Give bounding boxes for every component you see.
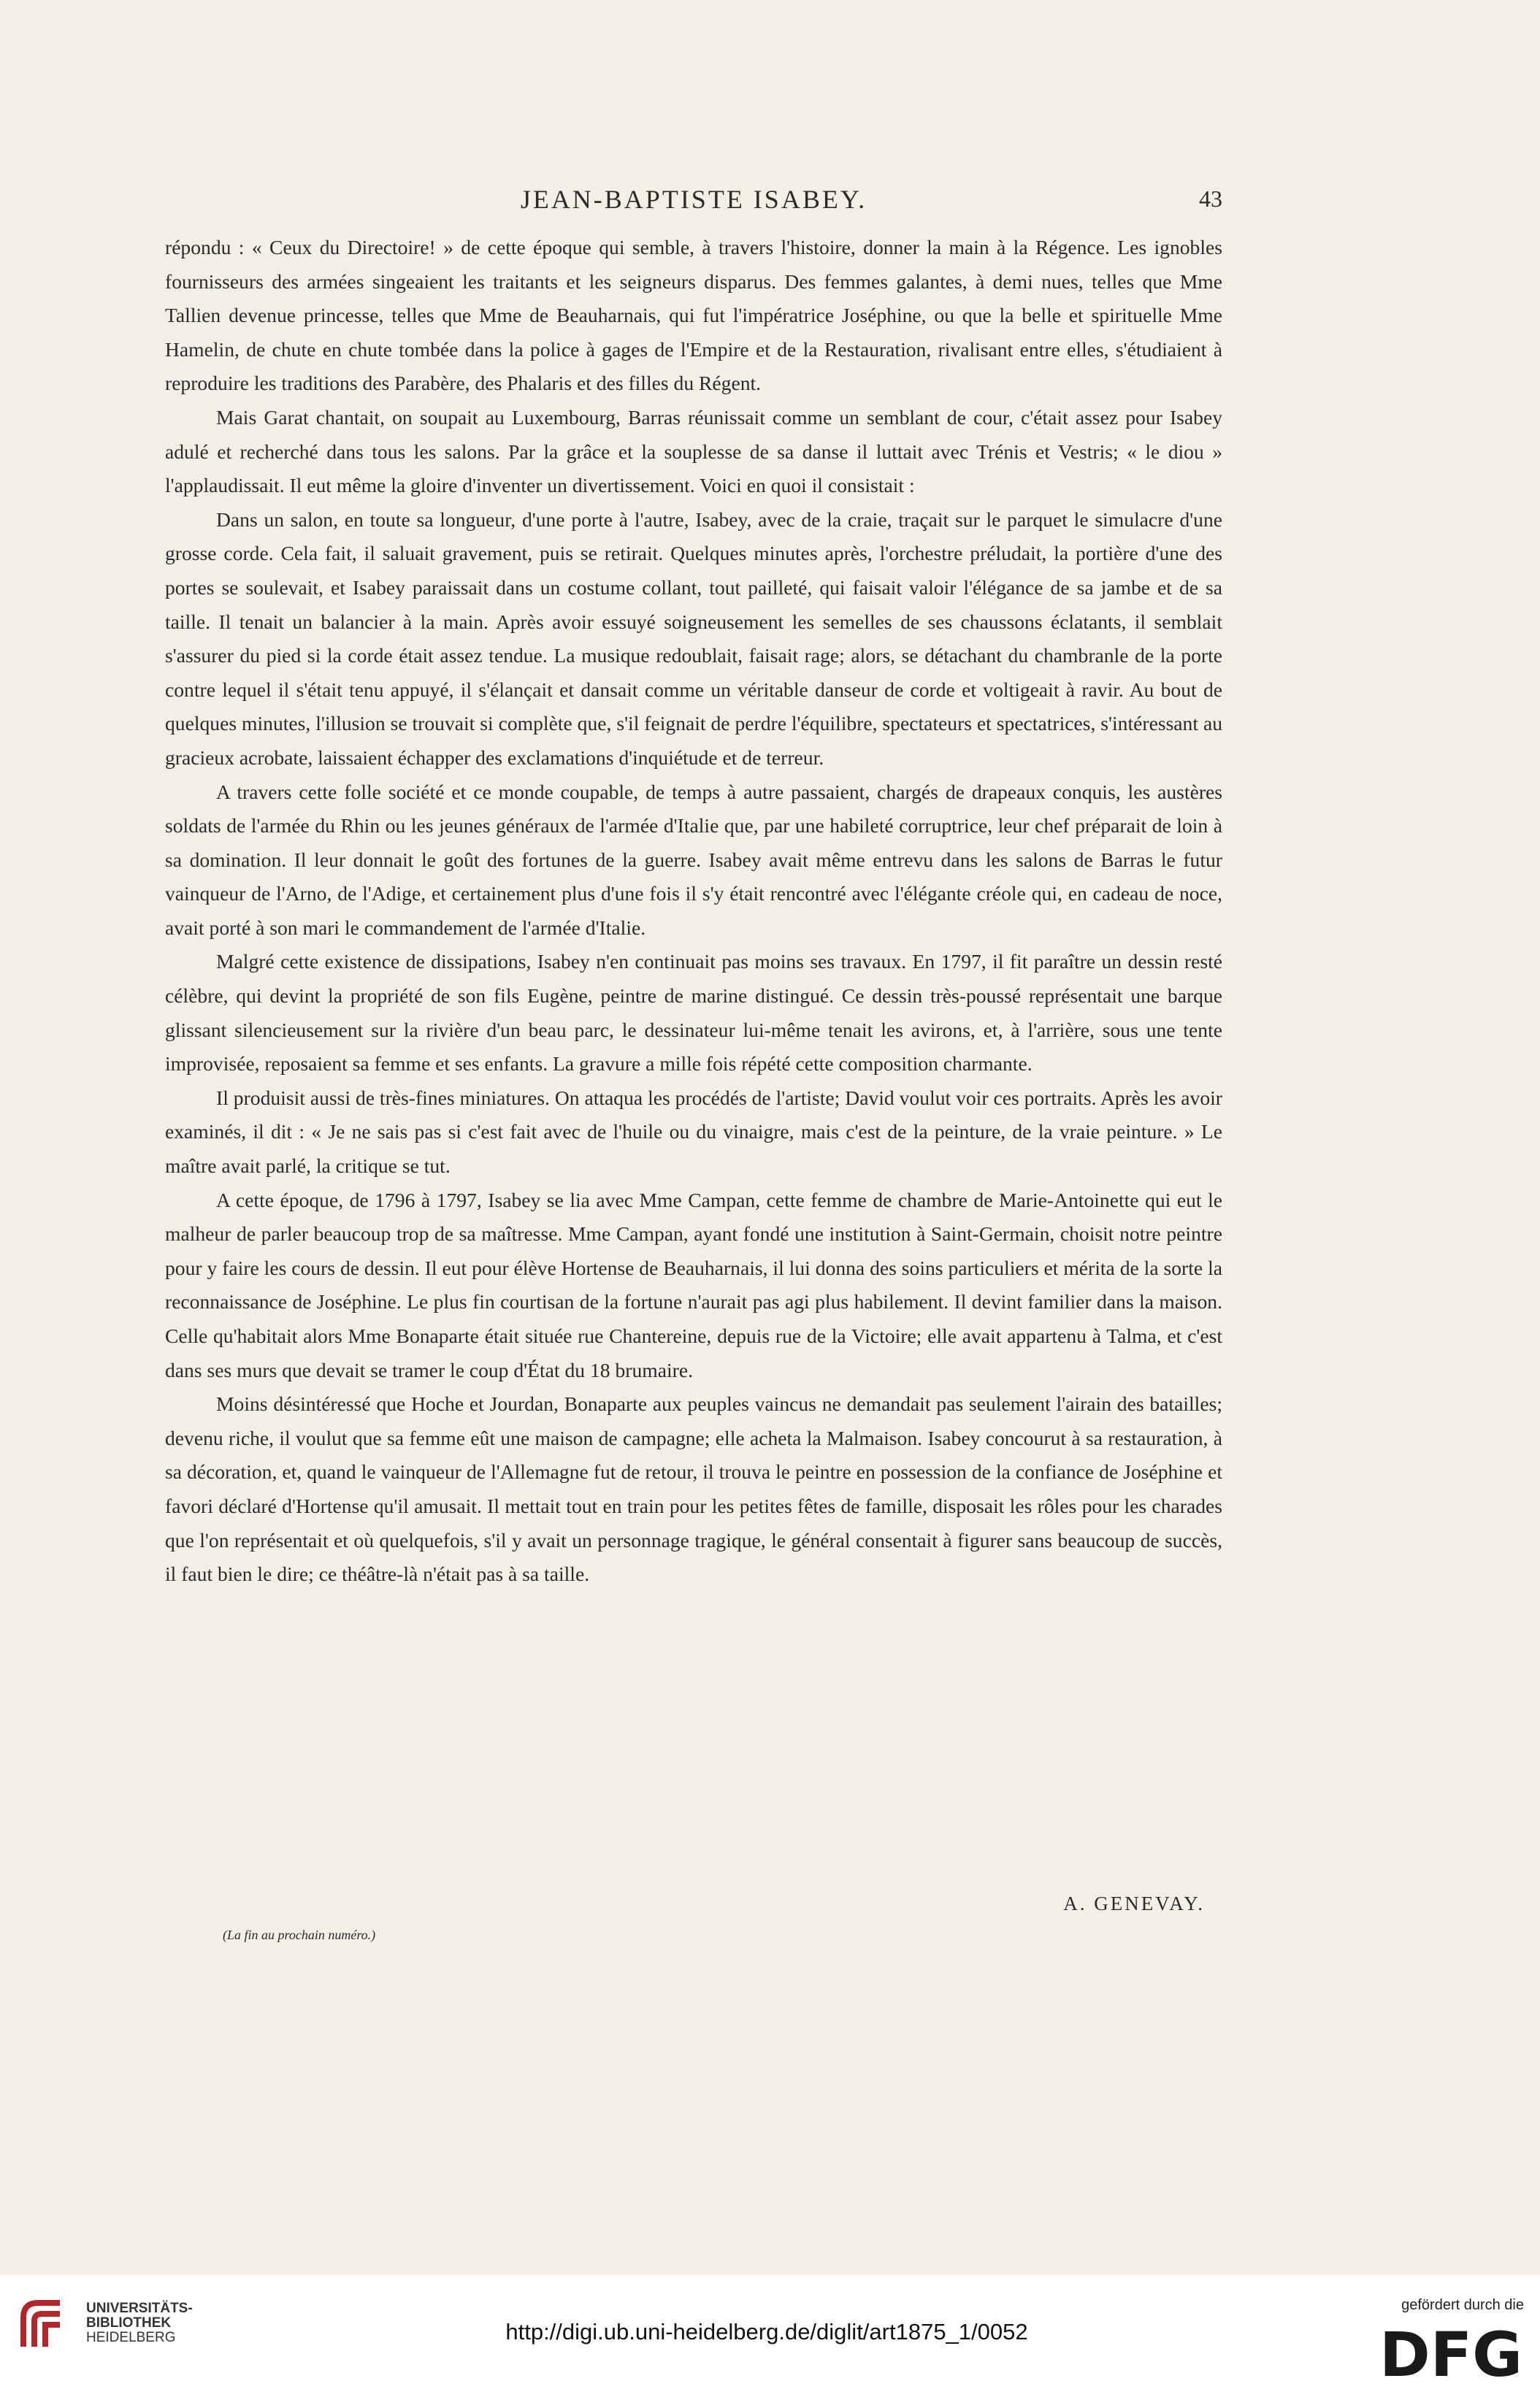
library-name-line: HEIDELBERG <box>86 2330 176 2345</box>
paragraph: A travers cette folle société et ce monde coupable, de temps à autre passaient, chargés de drapeaux conquis, les austères soldats de l'armée du Rhin ou les jeunes généraux de l'armée d'Italie que, par une habileté corruptrice, leur chef préparait de loin à sa domination. Il leur donnait le goût des fortunes de la guerre. Isabey avait même entrevu dans les salons de Barras le futur vainqueur de l'Arno, de l'Adige, et certainement plus d'une fois il s'y était rencontré avec l'élégante créole qui, en cadeau de noce, avait porté à son mari le commandement de l'armée d'Italie. <box>165 780 1222 939</box>
article-body <box>165 231 1222 1592</box>
paragraph: Mais Garat chantait, on soupait au Luxembourg, Barras réunissait comme un semblant de cour, c'était assez pour Isabey adulé et recherché dans tous les salons. Par la grâce et la souplesse de sa danse il luttait avec Trénis et Vestris; « le diou » l'applaudissait. Il eut même la gloire d'inventer un divertissement. Voici en quoi il consistait : <box>165 405 1222 497</box>
library-name <box>86 2301 193 2345</box>
page-number: 43 <box>1199 185 1222 212</box>
paragraph: Moins désintéressé que Hoche et Jourdan, Bonaparte aux peuples vaincus ne demandait pas seulement l'airain des batailles; devenu riche, il voulut que sa femme eût une maison de campagne; elle acheta la Malmaison. Isabey concourut à sa restauration, à sa décoration, et, quand le vainqueur de l'Allemagne fut de retour, il trouva le peintre en possession de la confiance de Joséphine et favori déclaré d'Hortense qu'il amusait. Il mettait tout en train pour les petites fêtes de famille, disposait les rôles pour les charades que l'on représentait et où quelquefois, s'il y avait un personnage tragique, le général consentait à figurer sans beaucoup de succès, il faut bien le dire; ce théâtre-là n'était pas à sa taille. <box>165 1392 1222 1586</box>
library-name-line: UNIVERSITÄTS- <box>86 2301 193 2316</box>
funding-caption: gefördert durch die <box>1401 2297 1524 2313</box>
dfg-logo-text: DFG <box>1379 2319 1523 2385</box>
university-library-logo-icon <box>16 2296 74 2354</box>
paragraph: Malgré cette existence de dissipations, Isabey n'en continuait pas moins ses travaux. En 1797, il fit paraître un dessin resté célèbre, qui devint la propriété de son fils Eugène, peintre de marine distingué. Ce dessin très-poussé représentait une barque glissant silencieusement sur la rivière d'un beau parc, le dessinateur lui-même tenait les avirons, et, à l'arrière, sous une tente improvisée, reposaient sa femme et ses enfants. La gravure a mille fois répété cette composition charmante. <box>165 950 1222 1076</box>
paragraph: A cette époque, de 1796 à 1797, Isabey se lia avec Mme Campan, cette femme de chambre de Marie-Antoinette qui eut le malheur de parler beaucoup trop de sa maîtresse. Mme Campan, ayant fondé une institution à Saint-Germain, choisit notre peintre pour y faire les cours de dessin. Il eut pour élève Hortense de Beauharnais, il lui donna des soins particuliers et mérita de la sorte la reconnaissance de Joséphine. Le plus fin courtisan de la fortune n'aurait pas agi plus habilement. Il devint familier dans la maison. Celle qu'habitait alors Mme Bonaparte était située rue Chantereine, depuis rue de la Victoire; elle avait appartenu à Talma, et c'est dans ses murs que devait se tramer le coup d'État du 18 brumaire. <box>165 1188 1222 1381</box>
author-signature: A. GENEVAY. <box>1063 1893 1205 1914</box>
paragraph: répondu : « Ceux du Directoire! » de cette époque qui semble, à travers l'histoire, donner la main à la Régence. Les ignobles fournisseurs des armées singeaient les traitants et les seigneurs disparus. Des femmes galantes, à demi nues, telles que Mme Tallien devenue princesse, telles que Mme de Beauharnais, qui fut l'impératrice Joséphine, ou que la belle et spirituelle Mme Hamelin, de chute en chute tombée dans la police à gages de l'Empire et de la Restauration, rivalisant entre elles, s'étudiaient à reproduire les traditions des Parabère, des Phalaris et des filles du Régent. <box>165 236 1222 395</box>
library-name-line: BIBLIOTHEK <box>86 2315 172 2331</box>
continuation-note: (La fin au prochain numéro.) <box>223 1928 376 1942</box>
page-header <box>165 184 1222 228</box>
digitization-footer <box>0 2275 1540 2400</box>
paragraph: Il produisit aussi de très-fines miniatures. On attaqua les procédés de l'artiste; David voulut voir ces portraits. Après les avoir examinés, il dit : « Je ne sais pas si c'est fait avec de l'huile ou du vinaigre, mais c'est de la peinture, de la vraie peinture. » Le maître avait parlé, la critique se tut. <box>165 1086 1222 1178</box>
paragraph: Dans un salon, en toute sa longueur, d'une porte à l'autre, Isabey, avec de la craie, traçait sur le parquet le simulacre d'une grosse corde. Cela fait, il saluait gravement, puis se retirait. Quelques minutes après, l'orchestre préludait, la portière d'une des portes se soulevait, et Isabey paraissait dans un costume collant, tout pailleté, qui faisait valoir l'élégance de sa jambe et de sa taille. Il tenait un balancier à la main. Après avoir essuyé soigneusement les semelles de ses chaussons éclatants, il semblait s'assurer du pied si la corde était assez tendue. La musique redoublait, faisait rage; alors, se détachant du chambranle de la porte contre lequel il s'était tenu appuyé, il s'élançait et dansait comme un véritable danseur de corde et voltigeait à ravir. Au bout de quelques minutes, l'illusion se trouvait si complète que, s'il feignait de perdre l'équilibre, spectateurs et spectatrices, s'intéressant au gracieux acrobate, laissaient échapper des exclamations d'inquiétude et de terreur. <box>165 507 1222 769</box>
dfg-logo-icon <box>1378 2319 1524 2385</box>
permalink-url[interactable]: http://digi.ub.uni-heidelberg.de/diglit/art1875_1/0052 <box>505 2319 1028 2345</box>
running-title: JEAN-BAPTISTE ISABEY. <box>520 185 867 214</box>
